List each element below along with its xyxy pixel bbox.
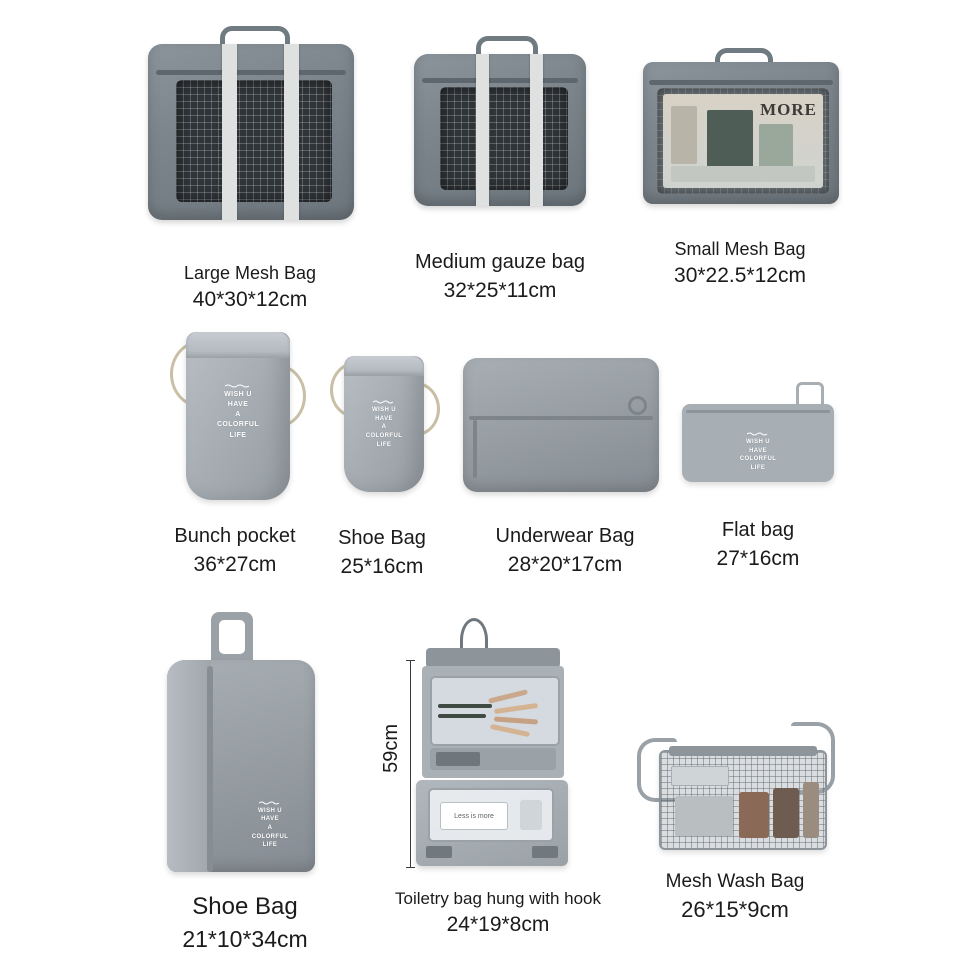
- wave-icon: [373, 400, 395, 404]
- product-item-mesh-wash-bag: [620, 716, 850, 924]
- brush-2: [494, 703, 538, 714]
- product-name: Flat bag: [721, 519, 795, 541]
- brush-4: [490, 724, 530, 737]
- product-item-shoe-bag-large: [140, 612, 350, 954]
- brand-line-4: COLORFUL: [365, 433, 403, 440]
- product-size: 26*15*9cm: [681, 897, 789, 923]
- brand-line-3: A: [235, 411, 241, 419]
- front-seam: [473, 420, 477, 478]
- brand-print: [344, 400, 424, 449]
- toiletry-bag-illustration: [380, 614, 598, 872]
- brand-line-5: LIFE: [229, 431, 247, 439]
- brush-handle-2: [438, 714, 486, 718]
- brush-1: [488, 689, 528, 704]
- brand-print: [682, 432, 834, 473]
- product-size: 40*30*12cm: [192, 288, 308, 312]
- brand-line-1: WISH U: [224, 391, 252, 398]
- product-size: 25*16cm: [340, 554, 424, 578]
- contents-item-1: [675, 796, 733, 836]
- brand-line-4: COLORFUL: [251, 833, 289, 840]
- product-name: Bunch pocket: [174, 525, 296, 547]
- small-mesh-bag-caption: [674, 238, 806, 290]
- mesh-pocket: [430, 676, 560, 746]
- side-panel: [167, 660, 211, 872]
- product-item-medium-gauze-bag: [400, 30, 600, 304]
- handle-hole: [219, 620, 245, 654]
- medium-gauze-bag-illustration: [404, 30, 596, 218]
- top-strap: [426, 648, 560, 668]
- wave-icon: [225, 384, 251, 388]
- brand-print: [186, 384, 290, 441]
- strap-right: [530, 54, 543, 206]
- zipper-pull-icon: [628, 396, 647, 415]
- zipper-line: [422, 78, 578, 83]
- brand-line-2: HAVE: [227, 401, 249, 409]
- product-item-shoe-bag-small: [322, 348, 442, 580]
- contents-card: [671, 766, 729, 786]
- brand-line-1: WISH U: [371, 407, 397, 413]
- product-item-flat-bag: [668, 382, 848, 572]
- product-name: Shoe Bag: [338, 527, 426, 549]
- mesh-window: [657, 88, 829, 194]
- brush-3: [494, 716, 538, 724]
- large-mesh-bag-caption: [184, 262, 316, 314]
- velcro-right: [532, 846, 558, 858]
- bag-body: [344, 356, 424, 492]
- zipper-line: [686, 410, 830, 413]
- product-item-bunch-pocket: [155, 322, 315, 578]
- brand-line-5: LIFE: [262, 842, 278, 849]
- mesh-wash-bag-illustration: [625, 716, 845, 856]
- product-item-small-mesh-bag: [630, 46, 850, 290]
- contents-item-2: [739, 792, 769, 838]
- product-name: Underwear Bag: [495, 525, 635, 547]
- contents-item-4: [803, 782, 819, 838]
- magazine-photo: [707, 110, 753, 172]
- shoe-bag-large-illustration: [145, 612, 345, 874]
- bunch-pocket-illustration: [160, 322, 310, 502]
- flat-bag-illustration: [672, 382, 844, 498]
- bag-body: [659, 750, 827, 850]
- shoe-bag-small-illustration: [322, 348, 442, 498]
- brand-line-1: WISH U: [745, 439, 771, 445]
- mesh-wash-bag-caption: [666, 870, 805, 924]
- bag-body: [167, 660, 315, 872]
- strap-left: [222, 44, 237, 220]
- drawstring-top: [344, 356, 424, 376]
- wave-icon: [259, 801, 281, 805]
- magazine-plant: [759, 124, 793, 172]
- bag-body: [414, 54, 586, 206]
- product-size: 21*10*34cm: [182, 925, 308, 952]
- toiletry-bag-caption: [395, 888, 601, 939]
- zipper-line: [469, 416, 653, 420]
- brand-line-4: COLORFUL: [216, 421, 260, 429]
- upper-panel: [422, 666, 564, 778]
- product-name: Toiletry bag hung with hook: [394, 889, 602, 908]
- jar-item: [520, 800, 542, 830]
- product-item-underwear-bag: [460, 358, 670, 578]
- product-name: Shoe Bag: [192, 893, 298, 920]
- brand-line-3: A: [381, 424, 387, 431]
- bottle-label: Less is more: [440, 802, 508, 830]
- bag-body: [682, 404, 834, 482]
- drawstring-top: [186, 332, 290, 358]
- bag-body: [148, 44, 354, 220]
- mesh-window: [176, 80, 332, 202]
- underwear-bag-illustration: [463, 358, 667, 498]
- brush-handle-1: [438, 704, 492, 708]
- underwear-bag-caption: [496, 524, 635, 578]
- shoe-bag-small-caption: [338, 526, 426, 580]
- contents-magazine: [663, 94, 823, 188]
- bag-body: [463, 358, 659, 492]
- product-size: 30*22.5*12cm: [674, 264, 806, 288]
- bag-body: [186, 332, 290, 500]
- zipper-line: [156, 70, 346, 75]
- height-dimension-line: [410, 660, 411, 868]
- clear-window: [428, 788, 554, 842]
- magazine-footer: [671, 166, 815, 182]
- brand-line-2: HAVE: [375, 415, 393, 422]
- tube-item: [436, 752, 480, 766]
- brand-line-1: WISH U: [257, 807, 283, 814]
- product-size: 27*16cm: [716, 546, 800, 570]
- brand-line-5: LIFE: [750, 465, 766, 472]
- product-size: 28*20*17cm: [507, 552, 623, 576]
- product-size: 24*19*8cm: [446, 912, 550, 936]
- bag-body: [643, 62, 839, 204]
- brand-line-4: COLORFUL: [739, 456, 777, 463]
- contents-item-3: [773, 788, 799, 838]
- product-name: Mesh Wash Bag: [665, 871, 805, 892]
- magazine-title: MORE: [760, 100, 817, 119]
- brand-line-5: LIFE: [376, 441, 392, 448]
- wave-icon: [747, 432, 769, 436]
- small-mesh-bag-illustration: [633, 46, 847, 214]
- product-size: 32*25*11cm: [443, 278, 557, 302]
- lower-pouch: [416, 780, 568, 866]
- strap-right: [284, 44, 299, 220]
- magazine-edge: [671, 106, 697, 164]
- top-trim: [669, 746, 817, 756]
- velcro-left: [426, 846, 452, 858]
- brand-line-3: A: [267, 824, 273, 831]
- product-name: Large Mesh Bag: [183, 263, 317, 283]
- product-name: Medium gauze bag: [414, 251, 586, 273]
- zipper-line: [207, 666, 213, 872]
- mesh-window: [440, 87, 568, 190]
- medium-gauze-bag-caption: [415, 250, 585, 304]
- product-item-toiletry-bag: [380, 614, 608, 939]
- brand-line-2: HAVE: [749, 447, 767, 454]
- product-size: 36*27cm: [193, 552, 277, 576]
- height-dimension-label: 59cm: [380, 724, 402, 773]
- shoe-bag-large-caption: [182, 892, 307, 954]
- zipper-line: [649, 80, 833, 85]
- strap-left: [476, 54, 489, 206]
- bunch-pocket-caption: [174, 524, 295, 578]
- large-mesh-bag-illustration: [134, 22, 366, 222]
- product-item-large-mesh-bag: [130, 22, 370, 314]
- brand-line-2: HAVE: [261, 816, 279, 823]
- product-name: Small Mesh Bag: [674, 239, 806, 259]
- flat-bag-caption: [717, 518, 800, 572]
- brand-print: [241, 801, 299, 850]
